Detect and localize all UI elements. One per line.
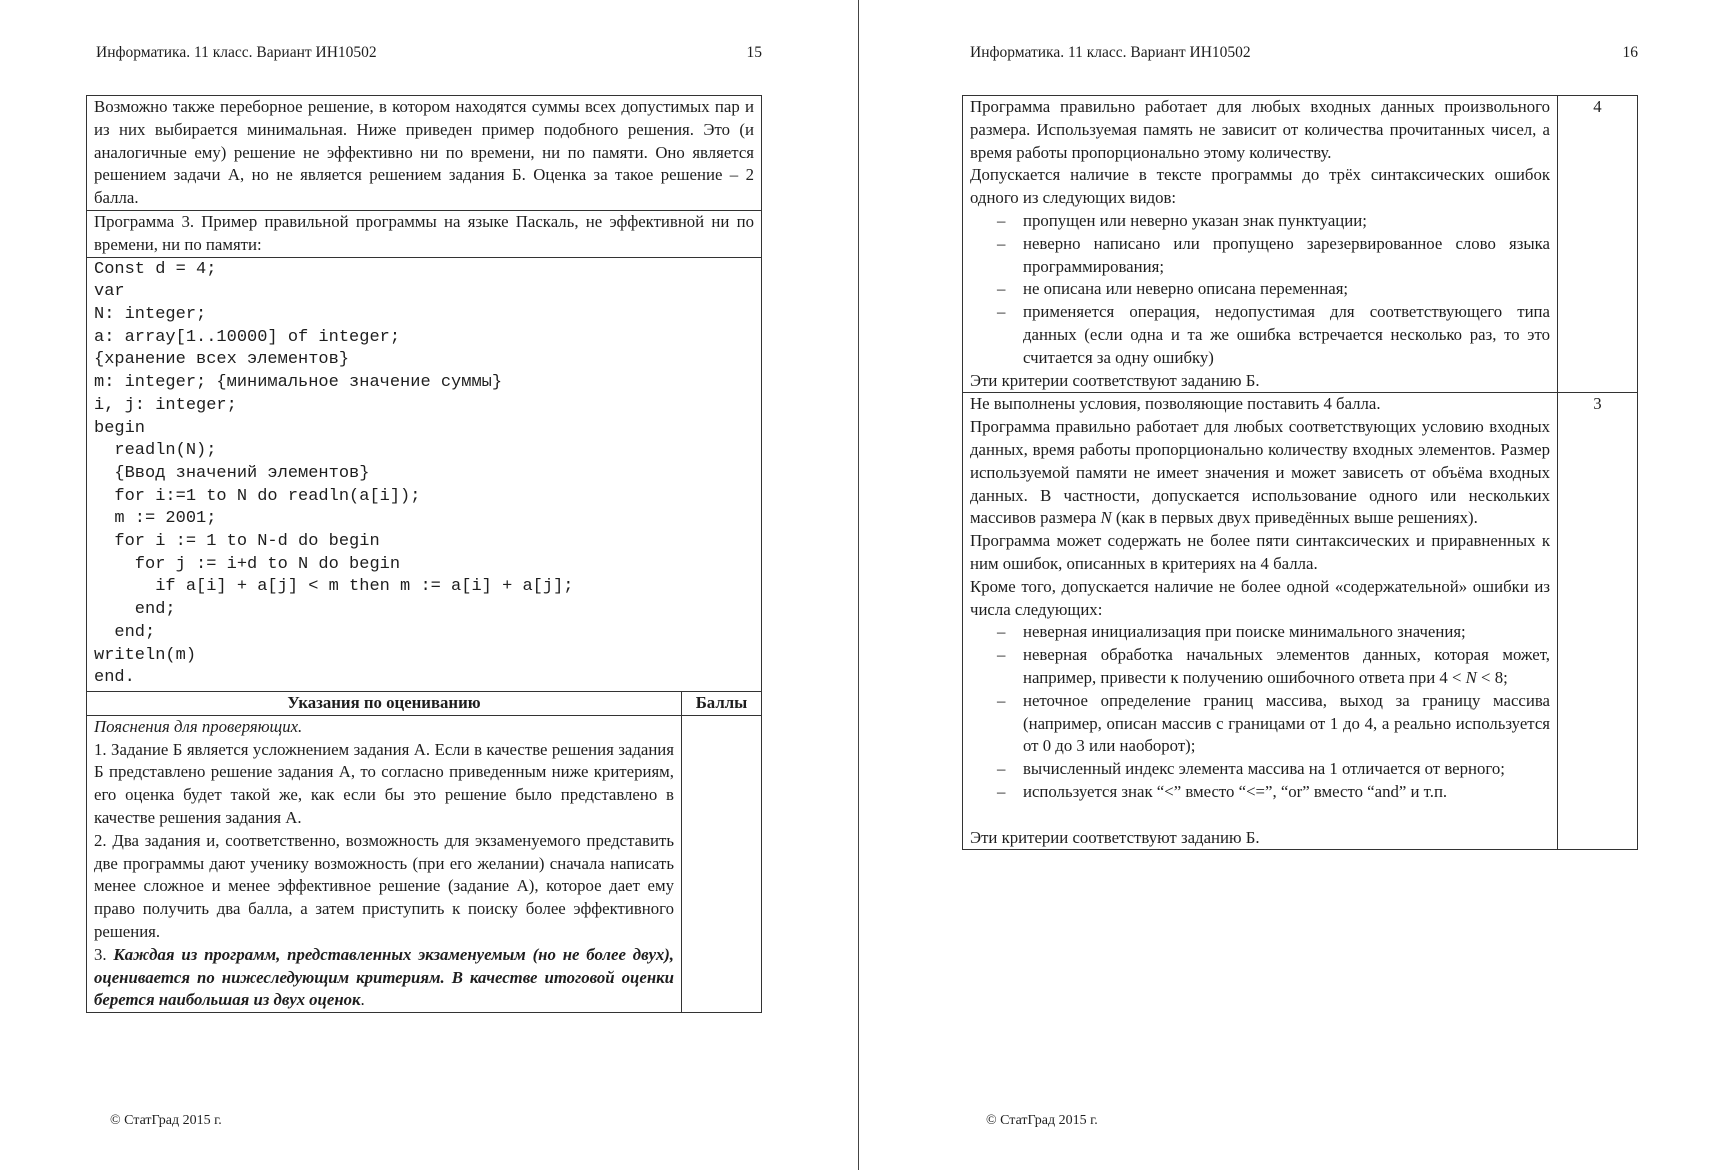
syntax-error-list (970, 210, 1550, 370)
code-line: readln(N); (94, 441, 217, 461)
notes-points-cell (681, 716, 761, 1012)
page-header (96, 44, 762, 62)
list-item: – не описана или неверно описана переменная; (1023, 278, 1550, 301)
page-15 (86, 0, 762, 1170)
code-line: N: integer; (94, 304, 207, 324)
criteria-3-content-errors: Кроме того, допускается наличие не более одной «содержательной» ошибки из числа следующих: (970, 576, 1550, 619)
page-number: 16 (1622, 44, 1638, 61)
notes-title: Пояснения для проверяющих. (94, 716, 303, 736)
code-line: begin (94, 418, 146, 438)
header-title: Информатика. 11 класс. Вариант ИН10502 (96, 44, 377, 61)
list-item: – неверно написано или пропущено зарезервированное слово языка программирования; (1023, 233, 1550, 279)
list-item: – неверная обработка начальных элементов данных, которая может, например, привести к получению ошибочного ответа при 4 < N < 8; (1023, 644, 1550, 690)
instructions-heading: Указания по оцениванию (287, 692, 481, 712)
criteria-3-task-b: Эти критерии соответствуют заданию Б. (970, 827, 1260, 847)
list-item: – неточное определение границ массива, выход за границу массива (например, описан массив с границами от 1 до 4, а реально используется от 0 до 3 или наоборот); (1023, 690, 1550, 758)
program-caption: Программа 3. Пример правильной программы на языке Паскаль, не эффективной ни по времени, ни по памяти: (87, 210, 761, 257)
criteria-3-condition: Не выполнены условия, позволяющие поставить 4 балла. (970, 394, 1381, 414)
page-divider (858, 0, 859, 1170)
code-line: i, j: integer; (94, 395, 237, 415)
points-value: 3 (1557, 393, 1637, 849)
list-item: – неверная инициализация при поиске минимального значения; (1023, 621, 1550, 644)
pascal-code (87, 258, 761, 691)
note-3: 3. Каждая из программ, представленных экзаменуемым (но не более двух), оценивается по нижеследующим критериям. В качестве итоговой оценки берется наибольшая из двух оценок. (94, 944, 674, 1010)
list-item: – применяется операция, недопустимая для соответствующего типа данных (если одна и та же ошибка встречается несколько раз, то это считается за одну ошибку) (1023, 301, 1550, 369)
criteria-row-3-points (963, 392, 1637, 849)
criteria-4-text: Программа правильно работает для любых входных данных произвольного размера. Используемая память не зависит от количества прочитанных чисел, а время работы пропорционально этому количеству. (970, 97, 1550, 162)
criteria-4-task-b: Эти критерии соответствуют заданию Б. (970, 370, 1260, 390)
note-1: 1. Задание Б является усложнением задания А. Если в качестве решения задания Б представлено решение задания А, то согласно приведенным ниже критериям, его оценка будет такой же, как если бы это решение было представлено в качестве решения задания А. (94, 739, 674, 827)
list-item: – пропущен или неверно указан знак пунктуации; (1023, 210, 1550, 233)
code-line: m := 2001; (94, 509, 217, 529)
grading-table-header (87, 691, 761, 715)
code-line: m: integer; {минимальное значение суммы} (94, 373, 503, 393)
page-number: 15 (746, 44, 762, 61)
brute-force-intro: Возможно также переборное решение, в котором находятся суммы всех допустимых пар и из них выбирается минимальная. Ниже приведен пример подобного решения. Это (и аналогичные ему) решение не эффективно ни по времени, ни по памяти. Оно является решением задачи А, но не является решением задания Б. Оценка за такое решение – 2 балла. (94, 97, 754, 208)
code-line: {Ввод значений элементов} (94, 463, 370, 483)
code-line: for j := i+d to N do begin (94, 554, 401, 574)
page-16 (962, 0, 1638, 1170)
list-item: – вычисленный индекс элемента массива на 1 отличается от верного; (1023, 758, 1550, 781)
code-line: writeln(m) (94, 645, 197, 665)
points-value: 4 (1557, 96, 1637, 392)
note-2: 2. Два задания и, соответственно, возможность для экзаменуемого представить две программы дают ученику возможность (при его желании) сначала написать менее сложное и менее эффективное решение (задание А), которое дает ему право получить два балла, а затем приступить к поиску более эффективного решения. (94, 830, 674, 941)
criteria-row-4-points (963, 96, 1637, 392)
code-line: {хранение всех элементов} (94, 350, 350, 370)
list-item: – используется знак “<” вместо “<=”, “or” вместо “and” и т.п. (1023, 781, 1550, 804)
header-title: Информатика. 11 класс. Вариант ИН10502 (970, 44, 1251, 61)
copyright-footer: © СтатГрад 2015 г. (986, 1113, 1098, 1128)
code-line: end; (94, 600, 176, 620)
code-line: end; (94, 622, 156, 642)
criteria-table (962, 95, 1638, 850)
page-header (970, 44, 1638, 62)
solution-table (86, 95, 762, 1013)
criteria-3-syntax: Программа может содержать не более пяти синтаксических и приравненных к ним ошибок, описанных в критериях на 4 балла. (970, 531, 1550, 573)
code-line: for i := 1 to N-d do begin (94, 532, 380, 552)
grading-notes-row (87, 715, 761, 1012)
code-line: var (94, 282, 125, 302)
code-line: for i:=1 to N do readln(a[i]); (94, 486, 421, 506)
code-line: a: array[1..10000] of integer; (94, 327, 401, 347)
criteria-4-syntax: Допускается наличие в тексте программы до трёх синтаксических ошибок одного из следующих видов: (970, 165, 1550, 208)
code-line: end. (94, 668, 135, 688)
copyright-footer: © СтатГрад 2015 г. (110, 1113, 222, 1128)
code-line: if a[i] + a[j] < m then m := a[i] + a[j]; (94, 577, 574, 597)
content-error-list (970, 621, 1550, 803)
criteria-3-text: Программа правильно работает для любых соответствующих условию входных данных, время работы пропорционально количеству входных элементов. Размер используемой памяти не имеет значения и может зависеть от объёма входных данных. В частности, допускается использование одного или нескольких массивов размера N (как в первых двух приведённых выше решениях). (970, 417, 1550, 528)
points-heading: Баллы (681, 692, 761, 715)
code-line: Const d = 4; (94, 259, 217, 279)
